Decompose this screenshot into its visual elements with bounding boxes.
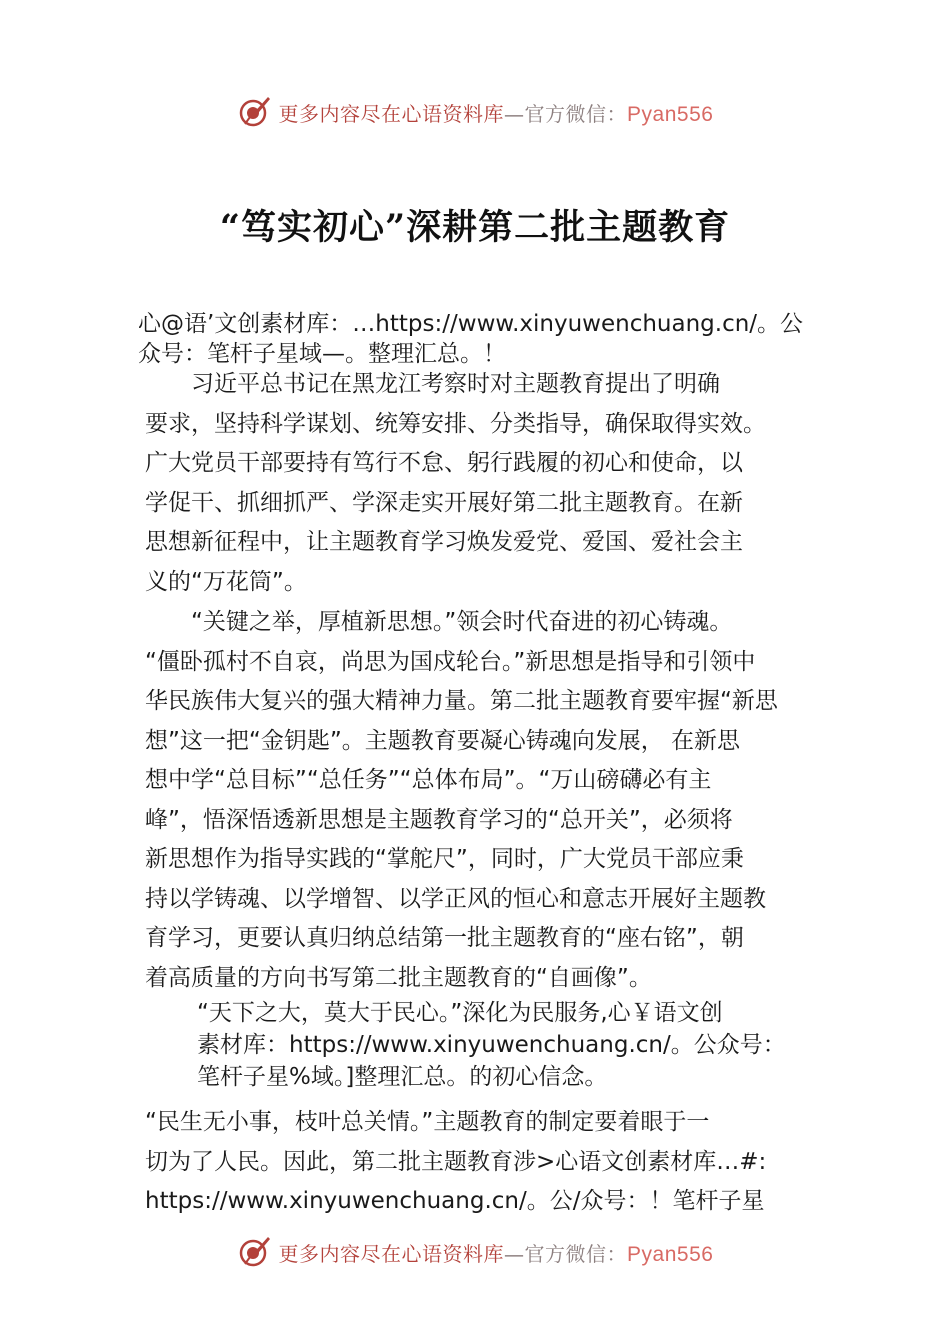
text-line: 峰”，悟深悟透新思想是主题教育学习的“总开关”，必须将: [145, 806, 733, 833]
bottom-watermark-banner: [0, 1232, 950, 1272]
text-line: 想”这一把“金钥匙”。主题教育要凝心铸魂向发展， 在新思: [145, 727, 741, 754]
text-line: “民生无小事，枝叶总关情。”主题教育的制定要着眼于一: [145, 1109, 710, 1135]
text-line: 广大党员干部要持有笃行不怠、躬行践履的初心和使命，以: [145, 450, 743, 476]
text-line: 新思想作为指导实践的“掌舵尺”，同时，广大党员干部应秉: [145, 846, 744, 872]
banner-text: 更多内容尽在心语资料库—官方微信：Pyan556: [278, 1241, 714, 1266]
quill-logo-icon: [237, 94, 273, 130]
paragraph-4: [145, 1103, 766, 1222]
text-line: 思想新征程中，让主题教育学习焕发爱党、爱国、爱社会主: [145, 529, 743, 555]
text-line: 笔杆子星%域。]整理汇总。的初心信念。: [197, 1064, 608, 1090]
paragraph-3: [197, 997, 786, 1093]
text-line: “天下之大，莫大于民心。”深化为民服务,心￥语文创: [197, 1000, 723, 1026]
intro-paragraph: [138, 305, 803, 365]
text-line: 华民族伟大复兴的强大精神力量。第二批主题教育要牢握“新思: [145, 688, 778, 714]
banner-text: 更多内容尽在心语资料库—官方微信：Pyan556: [278, 101, 714, 126]
text-line: 想中学“总目标”“总任务”“总体布局”。“万山磅礴必有主: [145, 767, 712, 793]
text-line: 众号：笔杆子星域—。整理汇总。！: [138, 341, 506, 367]
text-line: https://www.xinyuwenchuang.cn/。公/众号：！笔杆子星: [145, 1188, 765, 1214]
text-line: 义的“万花筒”。: [145, 568, 307, 595]
text-line: 素材库：https://www.xinyuwenchuang.cn/。公众号：: [197, 1032, 786, 1058]
text-line: “关键之举，厚植新思想。”领会时代奋进的初心铸魂。: [145, 609, 733, 635]
quill-logo-icon: [237, 1234, 273, 1270]
text-line: 习近平总书记在黑龙江考察时对主题教育提出了明确: [145, 371, 720, 397]
paragraph-2: [145, 603, 778, 998]
text-line: 切为了人民。因此，第二批主题教育涉>心语文创素材库…#:: [145, 1148, 767, 1175]
paragraph-1: [145, 365, 766, 602]
text-line: “僵卧孤村不自哀，尚思为国戍轮台。”新思想是指导和引领中: [145, 648, 756, 675]
top-watermark-banner: [0, 92, 950, 132]
text-line: 心@语’文创素材库：…https://www.xinyuwenchuang.cn/。公: [138, 311, 804, 337]
text-line: 要求，坚持科学谋划、统筹安排、分类指导，确保取得实效。: [145, 410, 766, 437]
text-line: 学促干、抓细抓严、学深走实开展好第二批主题教育。在新: [145, 489, 743, 516]
text-line: 育学习，更要认真归纳总结第一批主题教育的“座右铭”，朝: [145, 925, 744, 951]
text-line: 着高质量的方向书写第二批主题教育的“自画像”。: [145, 964, 652, 991]
text-line: 持以学铸魂、以学增智、以学正风的恒心和意志开展好主题教: [145, 885, 766, 912]
document-title: “笃实初心”深耕第二批主题教育: [219, 207, 731, 248]
